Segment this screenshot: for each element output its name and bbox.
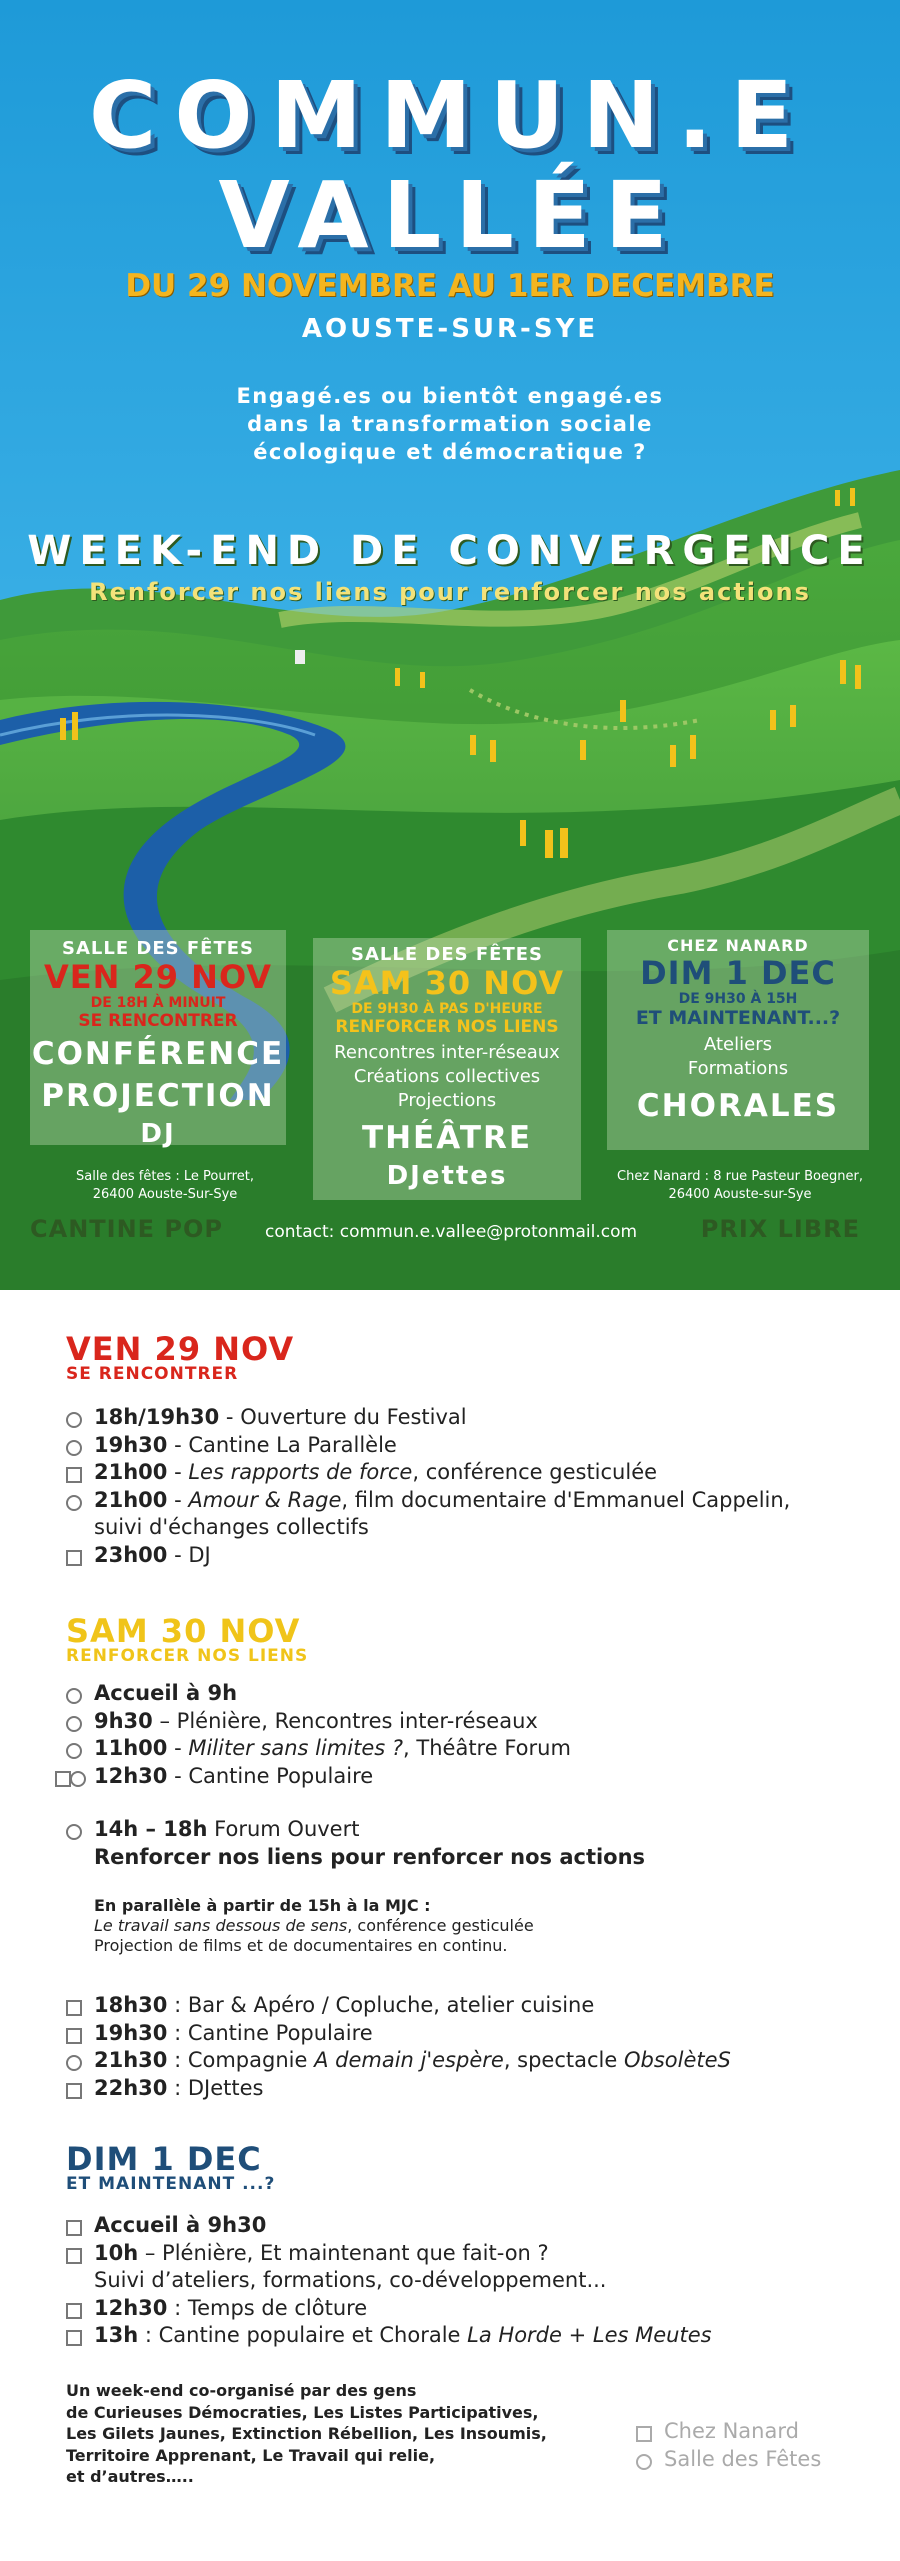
schedule-item: 22h30 : DJettes bbox=[66, 2075, 731, 2103]
friday-heading bbox=[66, 1330, 294, 1384]
note-line: Projection de films et de documentaires en continu. bbox=[94, 1936, 508, 1955]
address-line: Chez Nanard : 8 rue Pasteur Boegner, bbox=[617, 1169, 863, 1184]
box-venue: CHEZ NANARD bbox=[667, 936, 809, 955]
credits-line: de Curieuses Démocraties, Les Listes Participatives, bbox=[66, 2402, 539, 2422]
sunday-address bbox=[595, 1168, 885, 1204]
note-line: Le travail sans dessous de sens, conférence gesticulée bbox=[94, 1916, 534, 1935]
schedule-item: Accueil à 9h bbox=[66, 1680, 571, 1708]
chez-nanard-icon bbox=[636, 2426, 652, 2442]
chez-nanard-icon bbox=[66, 2000, 82, 2016]
box-line: CONFÉRENCE bbox=[31, 1036, 285, 1072]
parallel-note bbox=[94, 1896, 534, 1956]
day-title: VEN 29 NOV bbox=[66, 1330, 295, 1368]
chez-nanard-icon bbox=[66, 2303, 82, 2319]
box-hours: DE 18H À MINUIT bbox=[90, 995, 226, 1011]
schedule-item: 23h00 - DJ bbox=[66, 1542, 790, 1570]
salle-des-fetes-icon bbox=[66, 1440, 82, 1456]
box-venue: SALLE DES FÊTES bbox=[351, 944, 543, 965]
poster-footer bbox=[30, 1205, 870, 1253]
schedule-item-continued: suivi d'échanges collectifs bbox=[94, 1515, 369, 1539]
contact-email[interactable]: contact: commun.e.vallee@protonmail.com bbox=[265, 1222, 638, 1242]
salle-des-fetes-icon bbox=[636, 2454, 652, 2470]
day-theme: RENFORCER NOS LIENS bbox=[66, 1646, 309, 1666]
schedule-item: 12h30 : Temps de clôture bbox=[66, 2295, 712, 2323]
schedule-item: 11h00 - Militer sans limites ?, Théâtre Forum bbox=[66, 1735, 571, 1763]
address-line: 26400 Aouste-sur-Sye bbox=[668, 1187, 812, 1202]
schedule-item-continued: Suivi d’ateliers, formations, co-développement... bbox=[94, 2268, 607, 2292]
schedule-item: 21h00 - Amour & Rage, film documentaire d'Emmanuel Cappelin, bbox=[66, 1487, 790, 1515]
box-hours: DE 9H30 À 15H bbox=[678, 991, 798, 1007]
schedule-item: Accueil à 9h30 bbox=[66, 2212, 712, 2240]
address-line: 26400 Aouste-Sur-Sye bbox=[92, 1187, 238, 1202]
sunday-schedule bbox=[66, 2212, 712, 2350]
salle-des-fetes-icon bbox=[66, 1495, 82, 1511]
schedule-item: 19h30 - Cantine La Parallèle bbox=[66, 1432, 790, 1460]
schedule-item: 12h30 - Cantine Populaire bbox=[66, 1763, 571, 1791]
forum-theme: Renforcer nos liens pour renforcer nos actions bbox=[94, 1844, 646, 1869]
chez-nanard-icon bbox=[66, 2083, 82, 2099]
legend-item: Chez Nanard bbox=[636, 2418, 821, 2446]
poster-intro bbox=[0, 382, 900, 466]
chez-nanard-icon bbox=[66, 2028, 82, 2044]
chez-nanard-icon bbox=[66, 1550, 82, 1566]
box-theme: ET MAINTENANT...? bbox=[635, 1007, 841, 1029]
box-line: DJettes bbox=[386, 1161, 508, 1191]
sunday-heading bbox=[66, 2140, 275, 2194]
box-day: DIM 1 DEC bbox=[640, 954, 836, 992]
venue-legend bbox=[636, 2418, 821, 2473]
box-day: VEN 29 NOV bbox=[43, 958, 273, 996]
saturday-heading bbox=[66, 1612, 308, 1666]
organizers-credits bbox=[66, 2380, 547, 2488]
weekend-title: WEEK-END DE CONVERGENCE bbox=[27, 528, 873, 574]
saturday-box bbox=[313, 938, 581, 1200]
day-title: DIM 1 DEC bbox=[66, 2140, 262, 2178]
box-day: SAM 30 NOV bbox=[329, 964, 565, 1002]
note-line: En parallèle à partir de 15h à la MJC : bbox=[94, 1896, 431, 1915]
address-line: Salle des fêtes : Le Pourret, bbox=[76, 1169, 254, 1184]
intro-line: écologique et démocratique ? bbox=[253, 440, 647, 464]
intro-line: Engagé.es ou bientôt engagé.es bbox=[236, 384, 664, 408]
credits-line: Un week-end co-organisé par des gens bbox=[66, 2381, 417, 2400]
schedule-item: 9h30 – Plénière, Rencontres inter-réseaux bbox=[66, 1708, 571, 1736]
friday-schedule bbox=[66, 1404, 790, 1569]
box-line: DJ bbox=[140, 1119, 176, 1149]
intro-line: dans la transformation sociale bbox=[247, 412, 653, 436]
credits-line: Les Gilets Jaunes, Extinction Rébellion, Les Insoumis, bbox=[66, 2424, 547, 2443]
box-line: THÉÂTRE bbox=[361, 1120, 533, 1156]
poster-dates: DU 29 NOVEMBRE AU 1ER DECEMBRE bbox=[125, 268, 775, 304]
box-theme: SE RENCONTRER bbox=[78, 1011, 238, 1031]
friday-address bbox=[30, 1168, 300, 1204]
box-line: PROJECTION bbox=[41, 1078, 275, 1114]
cantine-label: CANTINE POP bbox=[30, 1215, 223, 1243]
box-activity: Projections bbox=[397, 1090, 497, 1111]
salle-des-fetes-icon bbox=[70, 1771, 86, 1787]
poster-title-line2: VALLÉE bbox=[218, 162, 682, 269]
schedule-item: 13h : Cantine populaire et Chorale La Horde + Les Meutes bbox=[66, 2322, 712, 2350]
chez-nanard-icon bbox=[66, 2330, 82, 2346]
chez-nanard-icon bbox=[66, 1467, 82, 1483]
schedule-item: 14h – 18h Forum Ouvert bbox=[66, 1816, 645, 1844]
schedule-item: 19h30 : Cantine Populaire bbox=[66, 2020, 731, 2048]
salle-des-fetes-icon bbox=[66, 1688, 82, 1704]
schedule-item: 10h – Plénière, Et maintenant que fait-on ? bbox=[66, 2240, 712, 2268]
salle-des-fetes-icon bbox=[66, 2055, 82, 2071]
day-theme: SE RENCONTRER bbox=[66, 1364, 239, 1384]
weekend-subtitle: Renforcer nos liens pour renforcer nos actions bbox=[89, 578, 811, 606]
salle-des-fetes-icon bbox=[66, 1824, 82, 1840]
saturday-schedule bbox=[66, 1680, 571, 1790]
box-hours: DE 9H30 À PAS D'HEURE bbox=[351, 1001, 543, 1017]
schedule-item: 21h30 : Compagnie A demain j'espère, spectacle ObsolèteS bbox=[66, 2047, 731, 2075]
legend-item: Salle des Fêtes bbox=[636, 2446, 821, 2474]
day-title: SAM 30 NOV bbox=[66, 1612, 301, 1650]
day-theme: ET MAINTENANT ...? bbox=[66, 2174, 276, 2194]
salle-des-fetes-icon bbox=[66, 1743, 82, 1759]
box-line: CHORALES bbox=[636, 1088, 840, 1124]
salle-des-fetes-icon bbox=[66, 1716, 82, 1732]
poster-place: AOUSTE-SUR-SYE bbox=[301, 314, 599, 344]
box-venue: SALLE DES FÊTES bbox=[62, 938, 254, 959]
sunday-box bbox=[607, 930, 869, 1150]
box-activity: Rencontres inter-réseaux bbox=[334, 1042, 560, 1063]
schedule-item: 21h00 - Les rapports de force, conférence gesticulée bbox=[66, 1459, 790, 1487]
box-theme: RENFORCER NOS LIENS bbox=[335, 1017, 559, 1037]
saturday-forum bbox=[66, 1816, 645, 1871]
chez-nanard-icon bbox=[66, 2248, 82, 2264]
box-activity: Formations bbox=[687, 1058, 789, 1079]
chez-nanard-icon bbox=[66, 2220, 82, 2236]
friday-box bbox=[30, 930, 286, 1149]
saturday-evening-schedule bbox=[66, 1992, 731, 2102]
box-activity: Ateliers bbox=[704, 1034, 772, 1055]
schedule-item: 18h30 : Bar & Apéro / Copluche, atelier cuisine bbox=[66, 1992, 731, 2020]
credits-line: Territoire Apprenant, Le Travail qui relie, bbox=[66, 2445, 436, 2465]
schedule-item: 18h/19h30 - Ouverture du Festival bbox=[66, 1404, 790, 1432]
prix-libre-label: PRIX LIBRE bbox=[700, 1215, 860, 1243]
salle-des-fetes-icon bbox=[66, 1412, 82, 1428]
chez-nanard-icon bbox=[55, 1771, 71, 1787]
poster-title-line1: COMMUN.E bbox=[88, 62, 812, 169]
credits-line: et d’autres….. bbox=[66, 2467, 194, 2486]
box-activity: Créations collectives bbox=[353, 1066, 541, 1087]
